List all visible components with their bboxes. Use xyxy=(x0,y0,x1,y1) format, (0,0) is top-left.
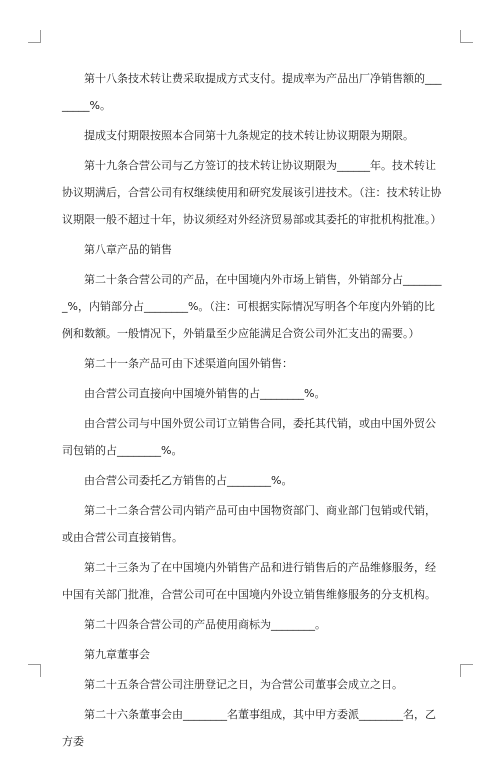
document-body xyxy=(62,65,442,758)
channel-trade-company: 由合营公司与中国外贸公司订立销售合同，委托其代销，或由中国外贸公司包销的占________%。 xyxy=(62,417,436,457)
crop-mark-top-right xyxy=(460,30,473,43)
article-26: 第二十六条董事会由________名董事组成，其中甲方委派________名，乙方委 xyxy=(62,708,436,748)
article-21: 第二十一条产品可由下述渠道向国外销售： xyxy=(84,357,293,370)
article-22: 第二十二条合营公司内销产品可由中国物资部门、商业部门包销或代销，或由合营公司直接销售。 xyxy=(62,504,436,544)
crop-mark-bottom-right xyxy=(460,664,473,677)
crop-mark-bottom-left xyxy=(28,664,41,677)
channel-direct: 由合营公司直接向中国境外销售的占________%。 xyxy=(84,387,326,400)
article-20: 第二十条合营公司的产品，在中国境内外市场上销售，外销部分占________%，内销部分占________%。（注：可根据实际情况写明各个年度内外销的比例和数额。一般情况下，外销量至少应能满足合资公司外汇支出的需要。） xyxy=(62,273,442,340)
payment-period-paragraph: 提成支付期限按照本合同第十九条规定的技术转让协议期限为期限。 xyxy=(84,129,414,142)
article-18: 第十八条技术转让费采取提成方式支付。提成率为产品出厂净销售额的________%。 xyxy=(62,72,442,112)
crop-mark-top-left xyxy=(28,30,41,43)
chapter-9-heading: 第九章董事会 xyxy=(84,648,150,661)
article-25: 第二十五条合营公司注册登记之日，为合营公司董事会成立之日。 xyxy=(84,678,403,691)
article-24: 第二十四条合营公司的产品使用商标为________。 xyxy=(84,618,326,631)
channel-party-b: 由合营公司委托乙方销售的占________%。 xyxy=(84,474,293,487)
article-23: 第二十三条为了在中国境内外销售产品和进行销售后的产品维修服务，经中国有关部门批准，合营公司可在中国境内外设立销售维修服务的分支机构。 xyxy=(62,561,436,601)
article-19: 第十九条合营公司与乙方签订的技术转让协议期限为______年。技术转让协议期满后，合营公司有权继续使用和研究发展该引进技术。（注：技术转让协议期限一般不超过十年，协议须经对外经济贸易部或其委托的审批机构批准。） xyxy=(62,159,442,226)
chapter-8-heading: 第八章产品的销售 xyxy=(84,243,172,256)
